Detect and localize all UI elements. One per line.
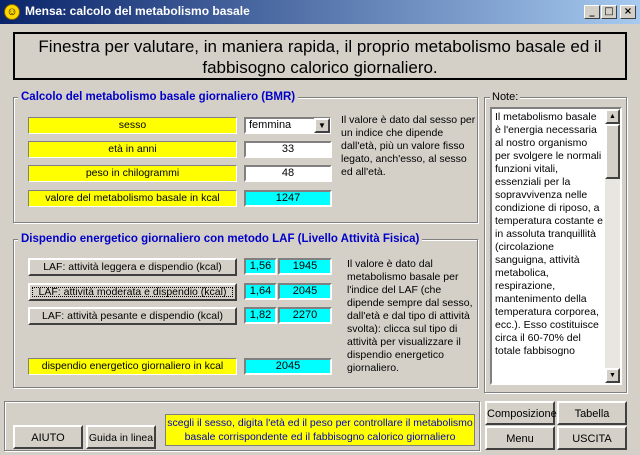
menu-button[interactable]: Menu: [485, 426, 555, 450]
scroll-down-icon[interactable]: ▼: [605, 368, 620, 383]
help-button-label: AIUTO: [31, 432, 65, 444]
close-button[interactable]: ×: [620, 5, 636, 19]
laf-description: Il valore è dato dal metabolismo basale per l'indice del LAF (che dipende sempre dal sesso, dall'età e dal tipo di attività svolta): clicca sul tipo di attività per visualizzare il dispendio energetico giornaliero.: [347, 258, 473, 374]
laf-heavy-factor: 1,82: [244, 307, 277, 324]
laf-heavy-kcal: 2270: [278, 307, 332, 324]
status-line-2: basale corrispondente ed il fabbisogno calorico giornaliero: [184, 431, 456, 443]
age-label: età in anni: [28, 141, 237, 158]
bmr-result-label: valore del metabolismo basale in kcal: [28, 190, 237, 207]
laf-result-label: dispendio energetico giornaliero in kcal: [28, 358, 237, 375]
laf-moderate-kcal: 2045: [278, 283, 332, 300]
scroll-up-icon[interactable]: ▲: [605, 109, 620, 124]
exit-button[interactable]: USCITA: [557, 426, 627, 450]
laf-moderate-button[interactable]: LAF: attività moderata e dispendio (kcal): [28, 283, 237, 301]
composition-button[interactable]: Composizione: [485, 401, 555, 425]
maximize-button[interactable]: □: [601, 5, 617, 19]
minimize-button[interactable]: _: [584, 5, 600, 19]
laf-light-kcal: 1945: [278, 258, 332, 275]
laf-moderate-factor: 1,64: [244, 283, 277, 300]
status-line-1: scegli il sesso, digita l'età ed il peso per controllare il metabolismo: [167, 417, 473, 429]
notes-scrollbar[interactable]: [605, 109, 620, 383]
online-guide-button-label: Guida in linea: [88, 432, 154, 444]
status-hint: [165, 414, 475, 446]
table-button[interactable]: Tabella: [557, 401, 627, 425]
bmr-description: Il valore è dato dal sesso per un indice che dipende dall'età, più un valore fisso legato, anch'esso, al sesso ed all'età.: [341, 114, 476, 178]
app-smiley-icon[interactable]: ☺: [4, 4, 20, 20]
bmr-result-value: 1247: [244, 190, 332, 207]
weight-input[interactable]: 48: [244, 165, 332, 182]
laf-group-title: Dispendio energetico giornaliero con metodo LAF (Livello Attività Fisica): [18, 233, 422, 245]
title-bar[interactable]: [0, 0, 640, 24]
header-box: [13, 32, 627, 80]
laf-result-value: 2045: [244, 358, 332, 375]
sex-select-value: femmina: [249, 119, 292, 131]
age-input[interactable]: 33: [244, 141, 332, 158]
header-line-1: Finestra per valutare, in maniera rapida, il proprio metabolismo basale ed il: [38, 37, 602, 56]
notes-title: Note:: [492, 91, 519, 103]
header-line-2: fabbisogno calorico giornaliero.: [202, 58, 438, 77]
weight-label: peso in chilogrammi: [28, 165, 237, 182]
laf-heavy-button[interactable]: LAF: attività pesante e dispendio (kcal): [28, 307, 237, 325]
notes-textarea[interactable]: [490, 107, 622, 385]
chevron-down-icon[interactable]: ▼: [314, 118, 330, 133]
online-guide-button[interactable]: [86, 425, 156, 449]
bmr-group-title: Calcolo del metabolismo basale giornaliero (BMR): [18, 91, 298, 103]
laf-light-button[interactable]: LAF: attività leggera e dispendio (kcal): [28, 258, 237, 276]
window-title: Mensa: calcolo del metabolismo basale: [25, 4, 250, 18]
laf-light-factor: 1,56: [244, 258, 277, 275]
scroll-thumb[interactable]: [605, 124, 620, 179]
sex-label: sesso: [28, 117, 237, 134]
notes-text: Il metabolismo basale è l'energia necessaria al nostro organismo per svolgere le normali funzioni vitali, essenziali per la sopravvivenza nelle condizione di riposo, a temperatura costante e in assoluta tranquillità (circolazione sanguigna, attività metabolica, respirazione, mantenimento della temperatura corporea, ecc.). Esso costituisce circa il 60-70% del totale fabbisogno: [495, 111, 603, 357]
help-button[interactable]: [13, 425, 83, 449]
